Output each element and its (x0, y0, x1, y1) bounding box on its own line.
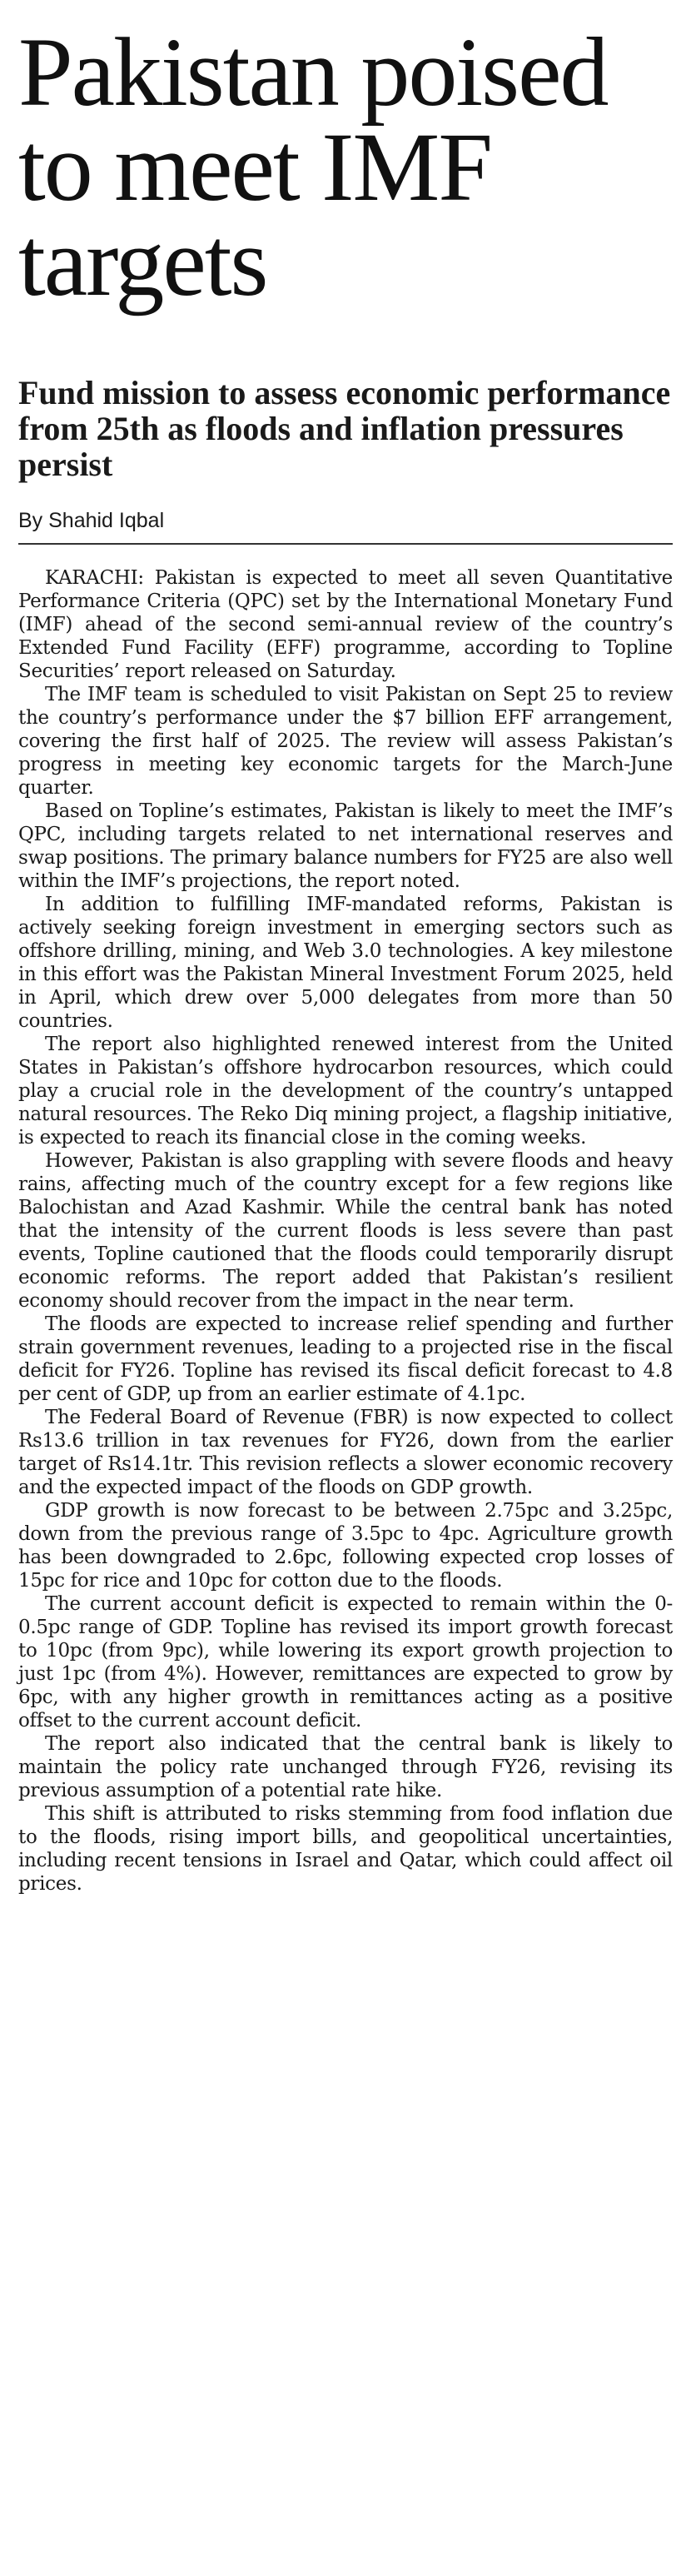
paragraph: Based on Topline’s estimates, Pakistan is likely to meet the IMF’s QPC, including targets related to net international reserves and swap positions. The primary balance numbers for FY25 are also well within the IMF’s projections, the report noted. (18, 800, 673, 892)
paragraph: The report also indicated that the central bank is likely to maintain the policy rate unchanged through FY26, revising its previous assumption of a potential rate hike. (18, 1733, 673, 1801)
paragraph: KARACHI: Pakistan is expected to meet all seven Quantitative Performance Criteria (QPC) set by the International Monetary Fund (IMF) ahead of the second semi-annual review of the country’s Extended Fund Facility (EFF) programme, according to Topline Securities’ report released on Saturday. (18, 567, 673, 682)
paragraph: However, Pakistan is also grappling with severe floods and heavy rains, affecting much of the country except for a few regions like Balochistan and Azad Kashmir. While the central bank has noted that the intensity of the current floods is less severe than past events, Topline cautioned that the floods could temporarily disrupt economic reforms. The report added that Pakistan’s resilient economy should recover from the impact in the near term. (18, 1150, 673, 1312)
paragraph: The report also highlighted renewed interest from the United States in Pakistan’s offshore hydrocarbon resources, which could play a crucial role in the development of the country’s untapped natural resources. The Reko Diq mining project, a flagship initiative, is expected to reach its financial close in the coming weeks. (18, 1034, 673, 1148)
byline: By Shahid Iqbal (18, 509, 673, 545)
paragraph: The Federal Board of Revenue (FBR) is now expected to collect Rs13.6 trillion in tax revenues for FY26, down from the earlier target of Rs14.1tr. This revision reflects a slower economic recovery and the expected impact of the floods on GDP growth. (18, 1407, 673, 1498)
paragraph: In addition to fulfilling IMF-mandated reforms, Pakistan is actively seeking foreign investment in emerging sectors such as offshore drilling, mining, and Web 3.0 technologies. A key milestone in this effort was the Pakistan Mineral Investment Forum 2025, held in April, which drew over 5,000 delegates from more than 50 countries. (18, 894, 673, 1032)
paragraph: GDP growth is now forecast to be between 2.75pc and 3.25pc, down from the previous range of 3.5pc to 4pc. Agriculture growth has been downgraded to 2.6pc, following expected crop losses of 15pc for rice and 10pc for cotton due to the floods. (18, 1500, 673, 1592)
paragraph: This shift is attributed to risks stemming from food inflation due to the floods, rising import bills, and geopolitical uncertainties, including recent tensions in Israel and Qatar, which could affect oil prices. (18, 1803, 673, 1895)
article-body (18, 566, 673, 1896)
headline: Pakistan poised to meet IMF targets (18, 17, 608, 316)
paragraph: The current account deficit is expected to remain within the 0-0.5pc range of GDP. Topline has revised its import growth forecast to 10pc (from 9pc), while lowering its export growth projection to just 1pc (from 4%). However, remittances are expected to grow by 6pc, with any higher growth in remittances acting as a positive offset to the current account deficit. (18, 1593, 673, 1731)
paragraph: The IMF team is scheduled to visit Pakistan on Sept 25 to review the country’s performance under the $7 billion EFF arrangement, covering the first half of 2025. The review will assess Pakistan’s progress in meeting key economic targets for the March-June quarter. (18, 684, 673, 799)
paragraph: The floods are expected to increase relief spending and further strain government revenues, leading to a projected rise in the fiscal deficit for FY26. Topline has revised its fiscal deficit forecast to 4.8 per cent of GDP, up from an earlier estimate of 4.1pc. (18, 1313, 673, 1405)
subheadline: Fund mission to assess economic performance from 25th as floods and inflation pressures persist (18, 374, 671, 483)
